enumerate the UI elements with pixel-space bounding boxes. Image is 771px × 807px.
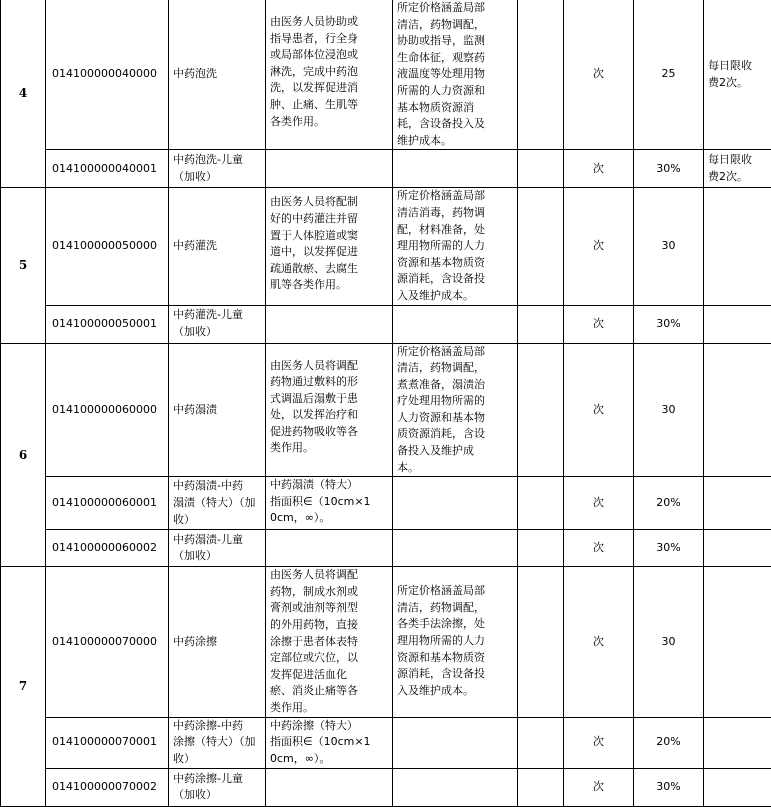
item-scope: 所定价格涵盖局部 清洁，药物调配， 协助或指导，监测 生命体征，观察药 液温度等处理用物 所需的人力资源和 基本物质资源消 耗，含设备投入及 维护成本。: [393, 0, 518, 150]
item-scope: 所定价格涵盖局部 清洁，药物调配， 各类手法涂擦，处 理用物所需的人力 资源和基本物质资 源消耗，含设备投 入及维护成本。: [393, 567, 518, 717]
item-name: 中药涂擦: [169, 567, 266, 717]
item-note: [704, 343, 771, 477]
item-note: [704, 188, 771, 305]
item-seq: 7: [1, 567, 46, 806]
item-seq: 5: [1, 188, 46, 343]
item-seq: 6: [1, 343, 46, 567]
item-extra: [518, 305, 564, 343]
item-extra: [518, 150, 564, 188]
item-scope: [393, 150, 518, 188]
item-content: [266, 530, 393, 567]
item-extra: [518, 717, 564, 768]
item-name: 中药泡洗-儿童 （加收）: [169, 150, 266, 188]
item-scope: 所定价格涵盖局部 清洁消毒，药物调 配，材料准备，处 理用物所需的人力 资源和基本物质资 源消耗，含设备投 入及维护成本。: [393, 188, 518, 305]
item-price: 30: [634, 188, 704, 305]
table-row: [1, 0, 771, 150]
table-row: [1, 477, 771, 530]
item-code: 014100000070002: [46, 768, 169, 806]
item-price: 30: [634, 567, 704, 717]
item-unit: 次: [564, 567, 634, 717]
item-unit: 次: [564, 305, 634, 343]
item-content: 由医务人员协助或 指导患者，行全身 或局部体位浸泡或 淋洗，完成中药泡 洗，以发挥促进消 肿、止痛、生肌等 各类作用。: [266, 0, 393, 150]
item-note: [704, 477, 771, 530]
item-unit: 次: [564, 530, 634, 567]
item-extra: [518, 343, 564, 477]
item-name: 中药灌洗-儿童 （加收）: [169, 305, 266, 343]
item-price: 30%: [634, 768, 704, 806]
item-content: 由医务人员将调配 药物，制成水剂或 膏剂或油剂等剂型 的外用药物，直接 涂擦于患者体表特 定部位或穴位，以 发挥促进活血化 瘀、消炎止痛等各 类作用。: [266, 567, 393, 717]
item-name: 中药灌洗: [169, 188, 266, 305]
item-content: [266, 150, 393, 188]
item-scope: [393, 530, 518, 567]
item-unit: 次: [564, 768, 634, 806]
item-price: 20%: [634, 717, 704, 768]
item-content: 中药涂擦（特大） 指面积∈（10cm×1 0cm，∞）。: [266, 717, 393, 768]
item-seq: 4: [1, 0, 46, 188]
item-unit: 次: [564, 717, 634, 768]
table-row: [1, 305, 771, 343]
item-scope: [393, 477, 518, 530]
item-note: [704, 305, 771, 343]
item-content: [266, 768, 393, 806]
item-name: 中药溻渍: [169, 343, 266, 477]
item-code: 014100000050001: [46, 305, 169, 343]
table-row: [1, 150, 771, 188]
item-code: 014100000070000: [46, 567, 169, 717]
item-extra: [518, 768, 564, 806]
item-note: [704, 768, 771, 806]
item-price: 30%: [634, 530, 704, 567]
item-scope: [393, 768, 518, 806]
item-unit: 次: [564, 477, 634, 530]
item-extra: [518, 567, 564, 717]
item-scope: 所定价格涵盖局部 清洁，药物调配， 煮煮准备，溻渍治 疗处理用物所需的 人力资源和基本物 质资源消耗，含设 备投入及维护成 本。: [393, 343, 518, 477]
table-row: [1, 188, 771, 305]
item-code: 014100000040001: [46, 150, 169, 188]
item-code: 014100000060002: [46, 530, 169, 567]
item-content: 中药溻渍（特大） 指面积∈（10cm×1 0cm，∞）。: [266, 477, 393, 530]
item-extra: [518, 0, 564, 150]
item-note: 每日限收 费2次。: [704, 150, 771, 188]
item-content: [266, 305, 393, 343]
item-name: 中药涂擦-中药 涂擦（特大）（加 收）: [169, 717, 266, 768]
table-row: [1, 530, 771, 567]
item-price: 30: [634, 343, 704, 477]
item-price: 30%: [634, 305, 704, 343]
item-extra: [518, 477, 564, 530]
item-unit: 次: [564, 343, 634, 477]
item-unit: 次: [564, 150, 634, 188]
item-name: 中药涂擦-儿童 （加收）: [169, 768, 266, 806]
item-unit: 次: [564, 188, 634, 305]
item-code: 014100000060000: [46, 343, 169, 477]
item-code: 014100000070001: [46, 717, 169, 768]
item-note: [704, 530, 771, 567]
item-content: 由医务人员将配制 好的中药灌注并留 置于人体腔道或窦 道中，以发挥促进 疏通散瘀、去腐生 肌等各类作用。: [266, 188, 393, 305]
table-row: [1, 717, 771, 768]
item-content: 由医务人员将调配 药物通过敷料的形 式调温后溻敷于患 处，以发挥治疗和 促进药物吸收等各 类作用。: [266, 343, 393, 477]
item-extra: [518, 188, 564, 305]
item-scope: [393, 717, 518, 768]
item-note: [704, 717, 771, 768]
item-name: 中药泡洗: [169, 0, 266, 150]
item-name: 中药溻渍-儿童 （加收）: [169, 530, 266, 567]
item-unit: 次: [564, 0, 634, 150]
item-note: 每日限收 费2次。: [704, 0, 771, 150]
item-price: 20%: [634, 477, 704, 530]
item-note: [704, 567, 771, 717]
table-row: [1, 768, 771, 806]
item-price: 30%: [634, 150, 704, 188]
item-name: 中药溻渍-中药 溻渍（特大）（加 收）: [169, 477, 266, 530]
item-code: 014100000060001: [46, 477, 169, 530]
item-code: 014100000040000: [46, 0, 169, 150]
table-row: [1, 343, 771, 477]
item-code: 014100000050000: [46, 188, 169, 305]
item-scope: [393, 305, 518, 343]
table-row: [1, 567, 771, 717]
item-price: 25: [634, 0, 704, 150]
item-extra: [518, 530, 564, 567]
